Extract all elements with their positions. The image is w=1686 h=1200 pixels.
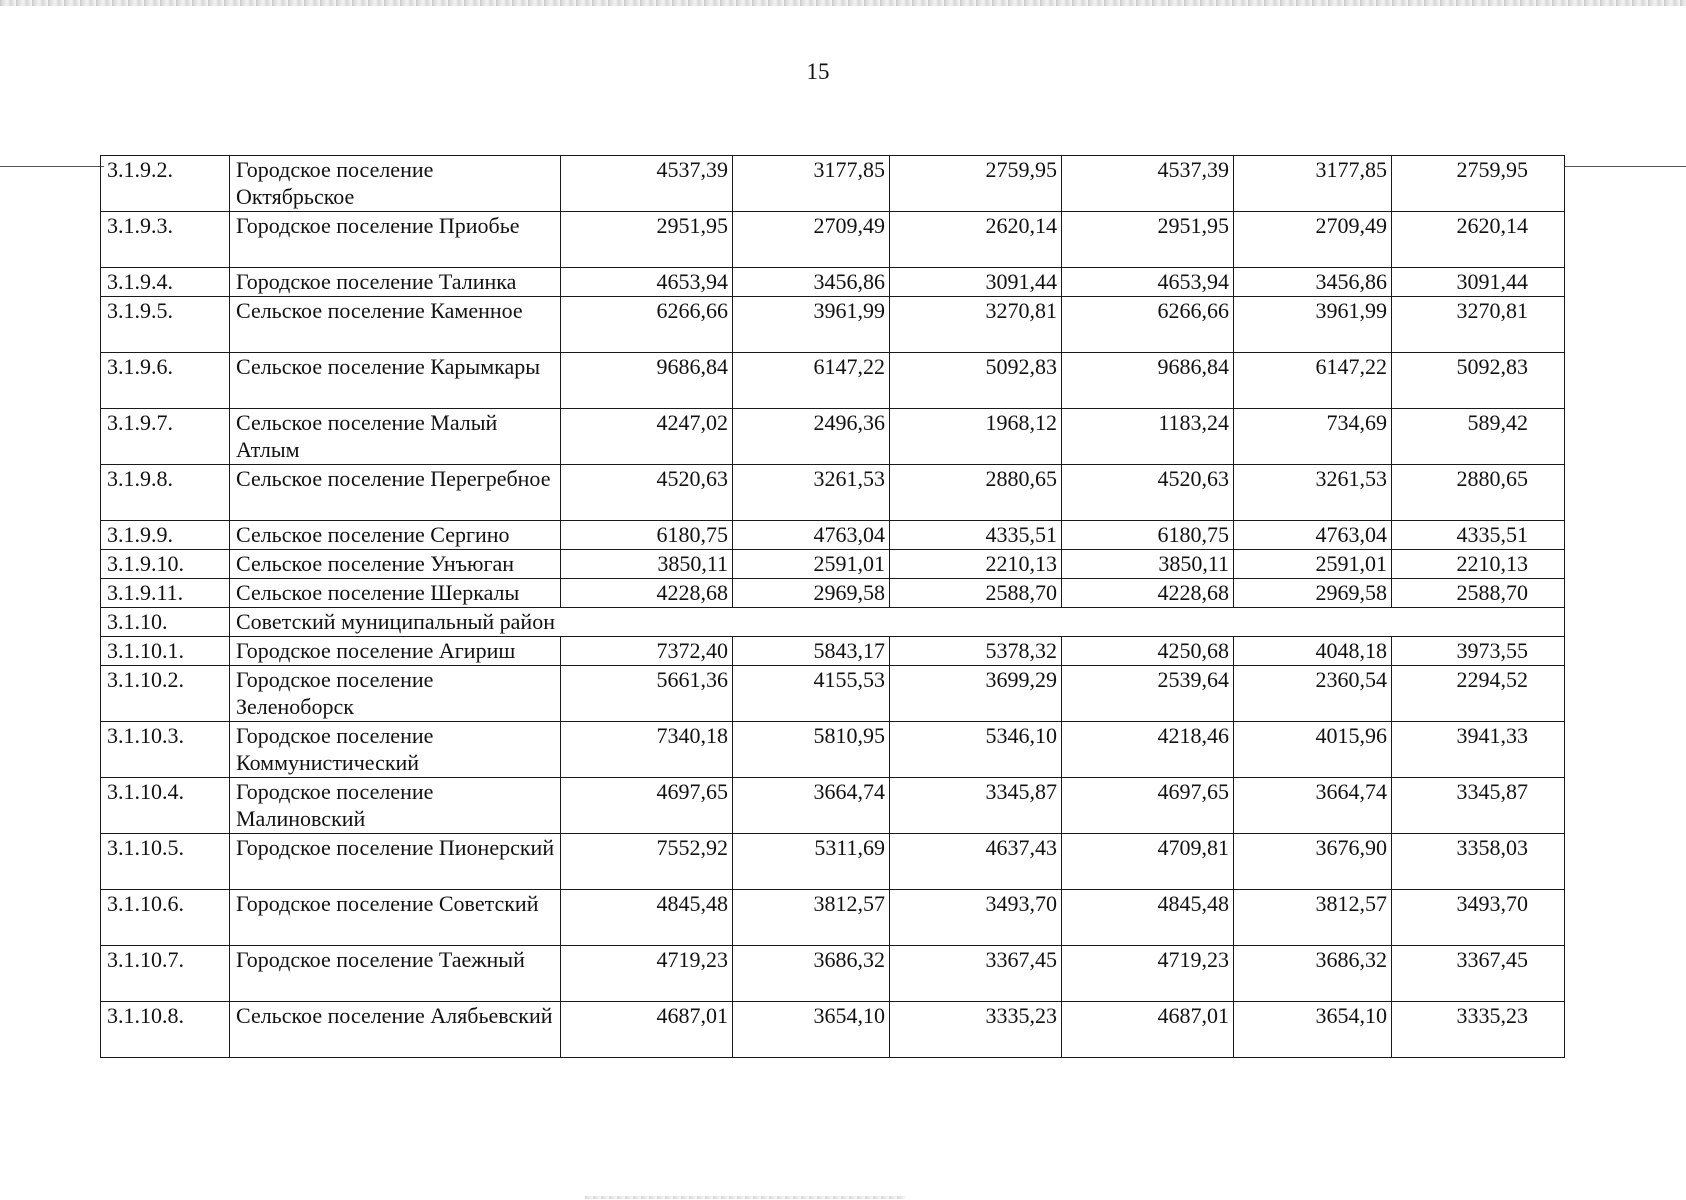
value-cell-5: 3812,57	[1234, 890, 1392, 946]
value-cell-3: 4335,51	[890, 521, 1062, 550]
settlement-name-cell: Сельское поселение Сергино	[230, 521, 561, 550]
table-row	[101, 666, 1565, 722]
value-cell-2: 3812,57	[733, 890, 890, 946]
value-cell-2: 2969,58	[733, 579, 890, 608]
value-cell-1: 4247,02	[561, 409, 733, 465]
settlement-name-cell: Сельское поселение Малый Атлым	[230, 409, 561, 465]
row-code-cell: 3.1.9.5.	[101, 297, 230, 353]
settlement-name-cell: Городское поселение Таежный	[230, 946, 561, 1002]
value-cell-4: 4845,48	[1062, 890, 1234, 946]
settlement-name-cell: Сельское поселение Унъюган	[230, 550, 561, 579]
settlement-name-cell: Сельское поселение Перегребное	[230, 465, 561, 521]
value-cell-4: 4653,94	[1062, 268, 1234, 297]
value-cell-1: 3850,11	[561, 550, 733, 579]
value-cell-4: 4520,63	[1062, 465, 1234, 521]
value-cell-6: 5092,83	[1392, 353, 1565, 409]
value-cell-5: 3456,86	[1234, 268, 1392, 297]
value-cell-4: 4218,46	[1062, 722, 1234, 778]
settlement-name-cell: Сельское поселение Алябьевский	[230, 1002, 561, 1058]
table-row	[101, 465, 1565, 521]
value-cell-6: 4335,51	[1392, 521, 1565, 550]
value-cell-5: 2709,49	[1234, 212, 1392, 268]
value-cell-6: 589,42	[1392, 409, 1565, 465]
value-cell-2: 5843,17	[733, 637, 890, 666]
tariff-table	[100, 155, 1565, 1058]
value-cell-6: 2759,95	[1392, 156, 1565, 212]
value-cell-1: 4697,65	[561, 778, 733, 834]
value-cell-3: 5346,10	[890, 722, 1062, 778]
value-cell-2: 3686,32	[733, 946, 890, 1002]
table-row	[101, 946, 1565, 1002]
table-row	[101, 722, 1565, 778]
value-cell-5: 4015,96	[1234, 722, 1392, 778]
table-row	[101, 890, 1565, 946]
value-cell-3: 1968,12	[890, 409, 1062, 465]
settlement-name-cell: Сельское поселение Каменное	[230, 297, 561, 353]
value-cell-3: 3335,23	[890, 1002, 1062, 1058]
row-code-cell: 3.1.10.	[101, 608, 230, 637]
value-cell-5: 4763,04	[1234, 521, 1392, 550]
value-cell-6: 3091,44	[1392, 268, 1565, 297]
value-cell-3: 3493,70	[890, 890, 1062, 946]
value-cell-2: 5810,95	[733, 722, 890, 778]
value-cell-3: 2620,14	[890, 212, 1062, 268]
value-cell-5: 2969,58	[1234, 579, 1392, 608]
value-cell-2: 4155,53	[733, 666, 890, 722]
value-cell-1: 4719,23	[561, 946, 733, 1002]
row-code-cell: 3.1.9.2.	[101, 156, 230, 212]
section-title-cell: Советский муниципальный район	[230, 608, 1565, 637]
value-cell-1: 4687,01	[561, 1002, 733, 1058]
value-cell-3: 3367,45	[890, 946, 1062, 1002]
value-cell-6: 3941,33	[1392, 722, 1565, 778]
table-row	[101, 1002, 1565, 1058]
table-row	[101, 297, 1565, 353]
value-cell-2: 2709,49	[733, 212, 890, 268]
value-cell-1: 7372,40	[561, 637, 733, 666]
settlement-name-cell: Городское поселение Талинка	[230, 268, 561, 297]
scan-line-right	[1564, 166, 1686, 167]
value-cell-6: 3335,23	[1392, 1002, 1565, 1058]
scan-bottom-artifact	[585, 1196, 905, 1199]
row-code-cell: 3.1.10.6.	[101, 890, 230, 946]
value-cell-5: 3177,85	[1234, 156, 1392, 212]
value-cell-1: 7552,92	[561, 834, 733, 890]
value-cell-5: 3676,90	[1234, 834, 1392, 890]
value-cell-4: 1183,24	[1062, 409, 1234, 465]
value-cell-4: 4709,81	[1062, 834, 1234, 890]
value-cell-1: 6266,66	[561, 297, 733, 353]
value-cell-6: 3345,87	[1392, 778, 1565, 834]
row-code-cell: 3.1.10.8.	[101, 1002, 230, 1058]
value-cell-4: 6266,66	[1062, 297, 1234, 353]
settlement-name-cell: Сельское поселение Карымкары	[230, 353, 561, 409]
value-cell-2: 2496,36	[733, 409, 890, 465]
value-cell-2: 4763,04	[733, 521, 890, 550]
value-cell-4: 4687,01	[1062, 1002, 1234, 1058]
value-cell-1: 6180,75	[561, 521, 733, 550]
value-cell-5: 2591,01	[1234, 550, 1392, 579]
value-cell-5: 3261,53	[1234, 465, 1392, 521]
value-cell-4: 3850,11	[1062, 550, 1234, 579]
table-row	[101, 156, 1565, 212]
value-cell-3: 5378,32	[890, 637, 1062, 666]
value-cell-5: 3686,32	[1234, 946, 1392, 1002]
value-cell-6: 3367,45	[1392, 946, 1565, 1002]
value-cell-4: 4250,68	[1062, 637, 1234, 666]
value-cell-1: 4845,48	[561, 890, 733, 946]
value-cell-1: 5661,36	[561, 666, 733, 722]
value-cell-3: 3345,87	[890, 778, 1062, 834]
value-cell-2: 3654,10	[733, 1002, 890, 1058]
value-cell-3: 2210,13	[890, 550, 1062, 579]
value-cell-6: 2620,14	[1392, 212, 1565, 268]
value-cell-6: 3493,70	[1392, 890, 1565, 946]
table-row	[101, 834, 1565, 890]
table-row	[101, 550, 1565, 579]
value-cell-5: 2360,54	[1234, 666, 1392, 722]
settlement-name-cell: Городское поселение Агириш	[230, 637, 561, 666]
value-cell-5: 4048,18	[1234, 637, 1392, 666]
value-cell-6: 3973,55	[1392, 637, 1565, 666]
value-cell-3: 2759,95	[890, 156, 1062, 212]
row-code-cell: 3.1.10.7.	[101, 946, 230, 1002]
value-cell-4: 4228,68	[1062, 579, 1234, 608]
value-cell-6: 3358,03	[1392, 834, 1565, 890]
settlement-name-cell: Городское поселение Зеленоборск	[230, 666, 561, 722]
scan-top-edge	[0, 0, 1686, 6]
settlement-name-cell: Городское поселение Малиновский	[230, 778, 561, 834]
row-code-cell: 3.1.9.7.	[101, 409, 230, 465]
value-cell-1: 4653,94	[561, 268, 733, 297]
value-cell-4: 2539,64	[1062, 666, 1234, 722]
value-cell-3: 3091,44	[890, 268, 1062, 297]
row-code-cell: 3.1.10.1.	[101, 637, 230, 666]
value-cell-1: 4537,39	[561, 156, 733, 212]
row-code-cell: 3.1.9.4.	[101, 268, 230, 297]
value-cell-2: 3961,99	[733, 297, 890, 353]
value-cell-1: 7340,18	[561, 722, 733, 778]
value-cell-2: 2591,01	[733, 550, 890, 579]
value-cell-6: 2880,65	[1392, 465, 1565, 521]
value-cell-1: 4520,63	[561, 465, 733, 521]
value-cell-2: 3664,74	[733, 778, 890, 834]
row-code-cell: 3.1.9.10.	[101, 550, 230, 579]
value-cell-2: 3177,85	[733, 156, 890, 212]
value-cell-4: 4719,23	[1062, 946, 1234, 1002]
row-code-cell: 3.1.9.8.	[101, 465, 230, 521]
value-cell-5: 734,69	[1234, 409, 1392, 465]
value-cell-3: 4637,43	[890, 834, 1062, 890]
table-body	[101, 156, 1565, 1058]
table-row	[101, 778, 1565, 834]
row-code-cell: 3.1.10.4.	[101, 778, 230, 834]
value-cell-6: 2588,70	[1392, 579, 1565, 608]
value-cell-5: 3654,10	[1234, 1002, 1392, 1058]
value-cell-4: 2951,95	[1062, 212, 1234, 268]
value-cell-1: 2951,95	[561, 212, 733, 268]
row-code-cell: 3.1.10.2.	[101, 666, 230, 722]
value-cell-2: 6147,22	[733, 353, 890, 409]
row-code-cell: 3.1.10.5.	[101, 834, 230, 890]
value-cell-6: 2294,52	[1392, 666, 1565, 722]
scan-line-left	[0, 166, 104, 167]
value-cell-6: 2210,13	[1392, 550, 1565, 579]
table-row	[101, 212, 1565, 268]
row-code-cell: 3.1.9.9.	[101, 521, 230, 550]
settlement-name-cell: Сельское поселение Шеркалы	[230, 579, 561, 608]
value-cell-5: 3961,99	[1234, 297, 1392, 353]
value-cell-3: 2880,65	[890, 465, 1062, 521]
settlement-name-cell: Городское поселение Советский	[230, 890, 561, 946]
value-cell-1: 4228,68	[561, 579, 733, 608]
table-row	[101, 637, 1565, 666]
settlement-name-cell: Городское поселение Пионерский	[230, 834, 561, 890]
value-cell-4: 9686,84	[1062, 353, 1234, 409]
row-code-cell: 3.1.9.6.	[101, 353, 230, 409]
table-row	[101, 579, 1565, 608]
value-cell-3: 3699,29	[890, 666, 1062, 722]
table-row	[101, 353, 1565, 409]
value-cell-1: 9686,84	[561, 353, 733, 409]
value-cell-3: 2588,70	[890, 579, 1062, 608]
value-cell-6: 3270,81	[1392, 297, 1565, 353]
table-row	[101, 268, 1565, 297]
table-row	[101, 521, 1565, 550]
value-cell-2: 3456,86	[733, 268, 890, 297]
value-cell-4: 4537,39	[1062, 156, 1234, 212]
value-cell-4: 4697,65	[1062, 778, 1234, 834]
row-code-cell: 3.1.9.11.	[101, 579, 230, 608]
value-cell-5: 6147,22	[1234, 353, 1392, 409]
value-cell-5: 3664,74	[1234, 778, 1392, 834]
value-cell-4: 6180,75	[1062, 521, 1234, 550]
value-cell-3: 5092,83	[890, 353, 1062, 409]
page-number: 15	[806, 59, 830, 84]
value-cell-2: 5311,69	[733, 834, 890, 890]
settlement-name-cell: Городское поселение Октябрьское	[230, 156, 561, 212]
table-row	[101, 409, 1565, 465]
value-cell-2: 3261,53	[733, 465, 890, 521]
settlement-name-cell: Городское поселение Приобье	[230, 212, 561, 268]
value-cell-3: 3270,81	[890, 297, 1062, 353]
row-code-cell: 3.1.10.3.	[101, 722, 230, 778]
settlement-name-cell: Городское поселение Коммунистический	[230, 722, 561, 778]
row-code-cell: 3.1.9.3.	[101, 212, 230, 268]
section-row	[101, 608, 1565, 637]
